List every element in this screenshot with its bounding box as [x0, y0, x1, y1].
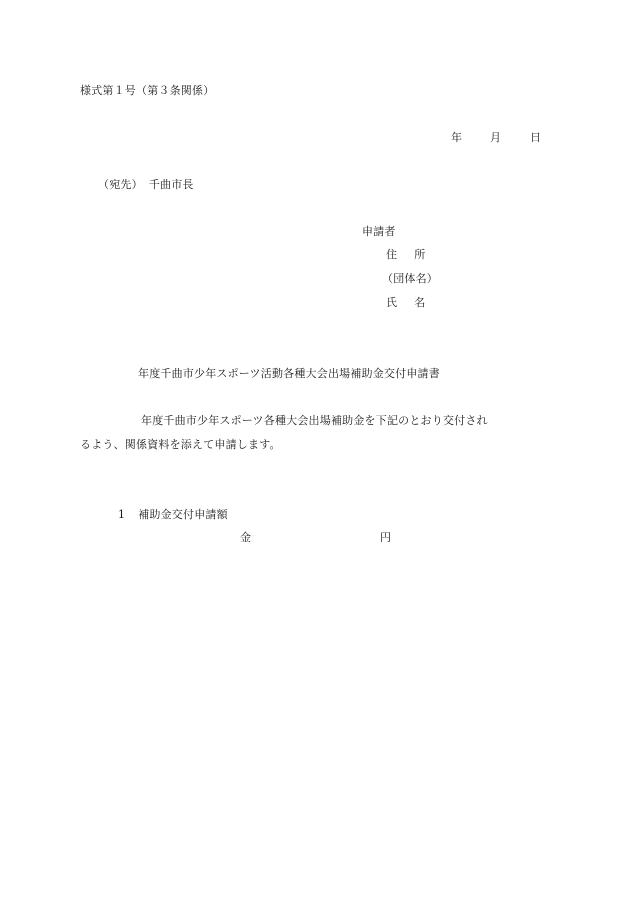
name-label-char-1: 氏 — [386, 296, 398, 309]
amount-prefix: 金 — [240, 531, 252, 544]
body-text-line-1: 年度千曲市少年スポーツ各種大会出場補助金を下記のとおり交付され — [141, 414, 488, 427]
applicant-organization-label: （団体名） — [382, 272, 438, 285]
applicant-heading: 申請者 — [362, 225, 396, 238]
address-label-char-2: 所 — [414, 248, 426, 261]
address-label-char-1: 住 — [386, 248, 398, 261]
applicant-name-label — [386, 297, 425, 308]
document-title: 年度千曲市少年スポーツ活動各種大会出場補助金交付申請書 — [138, 367, 440, 380]
section-1-number: 1 — [118, 508, 126, 521]
form-number: 様式第１号（第３条関係） — [80, 84, 215, 97]
section-1-heading — [118, 509, 228, 520]
date-year-label: 年 — [451, 131, 463, 144]
body-text-line-2: るよう、関係資料を添えて申請します。 — [80, 438, 281, 451]
amount-suffix: 円 — [380, 531, 392, 544]
amount-line — [240, 532, 400, 546]
date-month-label: 月 — [490, 131, 502, 144]
date-day-label: 日 — [530, 131, 542, 144]
addressee-name: 千曲市長 — [148, 178, 194, 191]
addressee — [98, 179, 194, 190]
addressee-prefix: （宛先） — [98, 178, 143, 191]
section-1-label: 補助金交付申請額 — [138, 508, 228, 521]
name-label-char-2: 名 — [414, 296, 426, 309]
date-line — [451, 132, 541, 146]
applicant-address-label — [386, 249, 425, 260]
